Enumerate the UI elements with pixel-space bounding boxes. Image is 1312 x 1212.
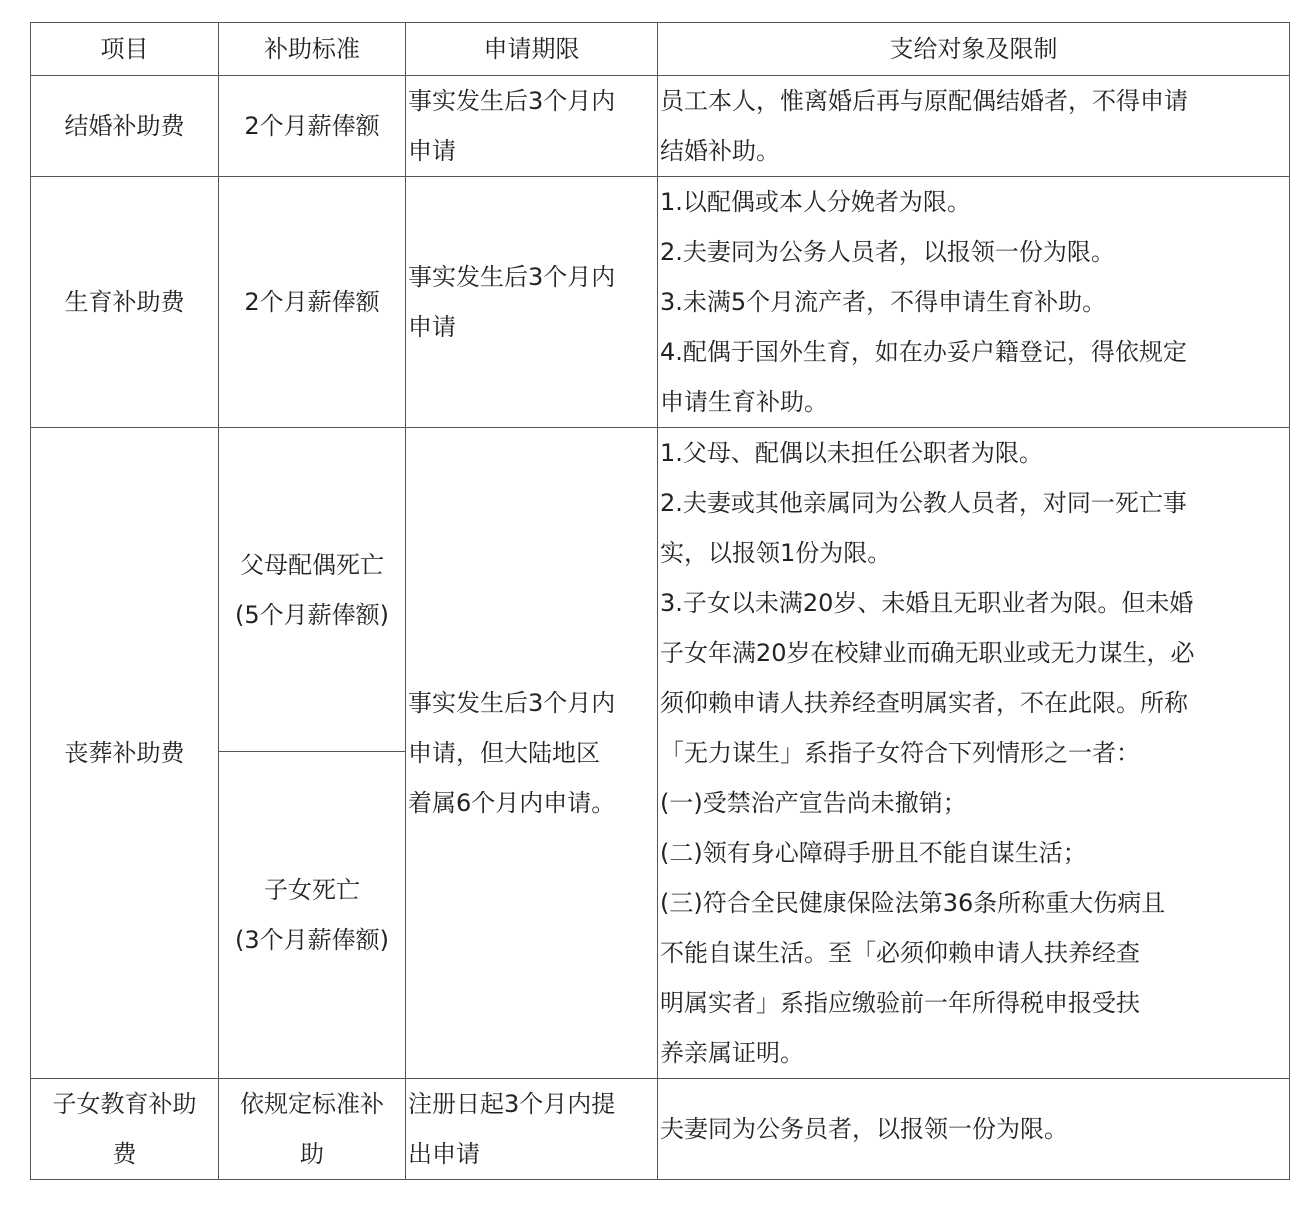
funeral-limits-line: 2.夫妻或其他亲属同为公教人员者，对同一死亡事 <box>660 489 1187 517</box>
funeral-item: 丧葬补助费 <box>31 428 219 1079</box>
funeral-deadline <box>406 428 658 1079</box>
birth-deadline-line: 事实发生后3个月内 <box>408 263 616 291</box>
birth-limits-line: 2.夫妻同为公务人员者，以报领一份为限。 <box>660 238 1115 266</box>
birth-standard: 2个月薪俸额 <box>219 177 406 428</box>
funeral-limits-line: 明属实者」系指应缴验前一年所得税申报受扶 <box>660 989 1140 1017</box>
birth-limits-line: 1.以配偶或本人分娩者为限。 <box>660 188 971 216</box>
funeral-standard-parents-line: 父母配偶死亡 <box>240 550 384 579</box>
marriage-deadline-line: 申请 <box>408 137 456 165</box>
funeral-standard-parents-line: (5个月薪俸额) <box>235 600 389 629</box>
birth-item: 生育补助费 <box>31 177 219 428</box>
funeral-standard-children <box>219 752 406 1079</box>
birth-limits <box>658 177 1290 428</box>
table-row-birth <box>31 177 1290 428</box>
funeral-limits-line: 不能自谋生活。至「必须仰赖申请人扶养经查 <box>660 939 1140 967</box>
marriage-standard: 2个月薪俸额 <box>219 76 406 177</box>
marriage-item: 结婚补助费 <box>31 76 219 177</box>
funeral-limits-line: 养亲属证明。 <box>660 1039 804 1067</box>
education-limits: 夫妻同为公务员者，以报领一份为限。 <box>658 1079 1290 1180</box>
education-item-line: 子女教育补助 <box>52 1090 197 1118</box>
subsidy-table-container <box>30 22 1290 1180</box>
education-deadline-line: 注册日起3个月内提 <box>408 1090 616 1118</box>
funeral-deadline-line: 申请，但大陆地区 <box>408 739 600 767</box>
marriage-limits <box>658 76 1290 177</box>
education-standard-line: 依规定标准补 <box>240 1090 384 1118</box>
funeral-limits-line: (三)符合全民健康保险法第36条所称重大伤病且 <box>660 889 1166 917</box>
funeral-standard-children-line: (3个月薪俸额) <box>235 926 389 954</box>
header-deadline: 申请期限 <box>406 23 658 76</box>
funeral-limits-line: 3.子女以未满20岁、未婚且无职业者为限。但未婚 <box>660 589 1194 617</box>
funeral-limits-line: 「无力谋生」系指子女符合下列情形之一者： <box>660 739 1140 767</box>
education-item <box>31 1079 219 1180</box>
birth-deadline <box>406 177 658 428</box>
funeral-limits-line: 1.父母、配偶以未担任公职者为限。 <box>660 439 1043 467</box>
funeral-standard-children-line: 子女死亡 <box>264 876 360 904</box>
funeral-limits-line: 须仰赖申请人扶养经查明属实者，不在此限。所称 <box>660 689 1188 717</box>
funeral-limits-line: 子女年满20岁在校肄业而确无职业或无力谋生，必 <box>660 639 1195 667</box>
funeral-deadline-line: 着属6个月内申请。 <box>408 789 616 817</box>
education-deadline-line: 出申请 <box>408 1140 480 1168</box>
table-row-education <box>31 1079 1290 1180</box>
marriage-limits-line: 员工本人，惟离婚后再与原配偶结婚者，不得申请 <box>660 87 1188 115</box>
header-standard: 补助标准 <box>219 23 406 76</box>
funeral-limits <box>658 428 1290 1079</box>
funeral-standard-parents <box>219 428 406 752</box>
education-standard <box>219 1079 406 1180</box>
funeral-deadline-line: 事实发生后3个月内 <box>408 689 616 717</box>
header-row <box>31 23 1290 76</box>
header-item: 项目 <box>31 23 219 76</box>
education-item-line: 费 <box>112 1140 137 1168</box>
table-row-funeral <box>31 428 1290 752</box>
birth-limits-line: 4.配偶于国外生育，如在办妥户籍登记，得依规定 <box>660 338 1187 366</box>
marriage-deadline <box>406 76 658 177</box>
birth-deadline-line: 申请 <box>408 313 456 341</box>
marriage-deadline-line: 事实发生后3个月内 <box>408 87 616 115</box>
header-limits: 支给对象及限制 <box>658 23 1290 76</box>
birth-limits-line: 3.未满5个月流产者，不得申请生育补助。 <box>660 288 1107 316</box>
birth-limits-line: 申请生育补助。 <box>660 388 828 416</box>
funeral-limits-line: (二)领有身心障碍手册且不能自谋生活； <box>660 839 1087 867</box>
table-row-marriage <box>31 76 1290 177</box>
marriage-limits-line: 结婚补助。 <box>660 137 780 165</box>
funeral-limits-line: 实，以报领1份为限。 <box>660 539 892 567</box>
education-deadline <box>406 1079 658 1180</box>
subsidy-table <box>30 22 1290 1180</box>
education-standard-line: 助 <box>300 1140 324 1168</box>
funeral-limits-line: (一)受禁治产宣告尚未撤销； <box>660 789 967 817</box>
